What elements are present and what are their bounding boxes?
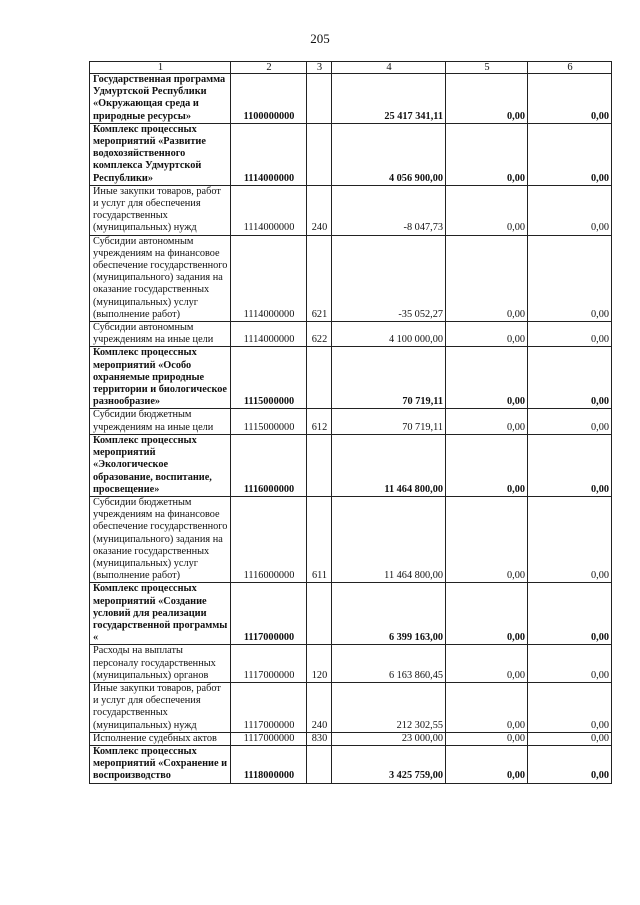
row-code: 1117000000 — [231, 583, 307, 645]
row-expense-type: 240 — [307, 682, 332, 732]
row-col5: 0,00 — [446, 74, 528, 124]
row-code: 1116000000 — [231, 434, 307, 496]
row-expense-type: 612 — [307, 409, 332, 434]
row-col6: 0,00 — [528, 583, 612, 645]
row-sum: 23 000,00 — [332, 732, 446, 745]
row-sum: 4 056 900,00 — [332, 123, 446, 185]
row-col6: 0,00 — [528, 235, 612, 321]
table-row — [90, 732, 612, 745]
row-expense-type — [307, 74, 332, 124]
row-expense-type — [307, 434, 332, 496]
row-name: Субсидии автономным учреждениям на иные цели — [90, 322, 231, 347]
row-expense-type: 120 — [307, 645, 332, 683]
row-name: Государственная программа Удмуртской Республики «Окружающая среда и природные ресурсы» — [90, 74, 231, 124]
column-header-row — [90, 62, 612, 74]
table-row — [90, 235, 612, 321]
row-expense-type: 621 — [307, 235, 332, 321]
table-row — [90, 745, 612, 783]
row-sum: 6 399 163,00 — [332, 583, 446, 645]
page-number: 205 — [310, 31, 330, 46]
row-name: Расходы на выплаты персоналу государственных (муниципальных) органов — [90, 645, 231, 683]
column-header: 1 — [90, 62, 231, 74]
table-row — [90, 409, 612, 434]
row-col5: 0,00 — [446, 745, 528, 783]
row-expense-type: 830 — [307, 732, 332, 745]
row-name: Субсидии бюджетным учреждениям на финансовое обеспечение государственного (муниципального) задания на оказание государственных (муниципальных) услуг (выполнение работ) — [90, 496, 231, 582]
row-col6: 0,00 — [528, 123, 612, 185]
row-expense-type — [307, 123, 332, 185]
column-header: 4 — [332, 62, 446, 74]
table-row — [90, 496, 612, 582]
row-code: 1114000000 — [231, 235, 307, 321]
row-sum: 70 719,11 — [332, 409, 446, 434]
row-name: Субсидии бюджетным учреждениям на иные цели — [90, 409, 231, 434]
row-sum: 70 719,11 — [332, 347, 446, 409]
row-name: Иные закупки товаров, работ и услуг для обеспечения государственных (муниципальных) нужд — [90, 682, 231, 732]
row-sum: -8 047,73 — [332, 185, 446, 235]
row-col5: 0,00 — [446, 434, 528, 496]
column-header: 6 — [528, 62, 612, 74]
row-expense-type — [307, 347, 332, 409]
row-col6: 0,00 — [528, 322, 612, 347]
row-code: 1114000000 — [231, 322, 307, 347]
row-code: 1117000000 — [231, 682, 307, 732]
row-name: Комплекс процессных мероприятий «Сохранение и воспроизводство — [90, 745, 231, 783]
row-col6: 0,00 — [528, 732, 612, 745]
row-col5: 0,00 — [446, 409, 528, 434]
table-row — [90, 123, 612, 185]
table-row — [90, 347, 612, 409]
row-col6: 0,00 — [528, 745, 612, 783]
row-col6: 0,00 — [528, 496, 612, 582]
row-expense-type: 611 — [307, 496, 332, 582]
row-col5: 0,00 — [446, 322, 528, 347]
row-name: Субсидии автономным учреждениям на финансовое обеспечение государственного (муниципального) задания на оказание государственных (муниципальных) услуг (выполнение работ) — [90, 235, 231, 321]
row-col5: 0,00 — [446, 185, 528, 235]
table-row — [90, 645, 612, 683]
row-name: Комплекс процессных мероприятий «Особо охраняемые природные территории и биологическое разнообразие» — [90, 347, 231, 409]
row-code: 1118000000 — [231, 745, 307, 783]
row-sum: 3 425 759,00 — [332, 745, 446, 783]
row-col6: 0,00 — [528, 74, 612, 124]
row-name: Комплекс процессных мероприятий «Создание условий для реализации государственной программы « — [90, 583, 231, 645]
row-code: 1117000000 — [231, 645, 307, 683]
row-code: 1115000000 — [231, 409, 307, 434]
table-row — [90, 682, 612, 732]
table-row — [90, 185, 612, 235]
row-col6: 0,00 — [528, 347, 612, 409]
row-col5: 0,00 — [446, 347, 528, 409]
row-expense-type: 240 — [307, 185, 332, 235]
row-col5: 0,00 — [446, 235, 528, 321]
row-sum: 11 464 800,00 — [332, 496, 446, 582]
table-row — [90, 434, 612, 496]
row-col6: 0,00 — [528, 409, 612, 434]
row-expense-type — [307, 583, 332, 645]
row-sum: 212 302,55 — [332, 682, 446, 732]
row-code: 1114000000 — [231, 123, 307, 185]
row-col5: 0,00 — [446, 645, 528, 683]
table-row — [90, 74, 612, 124]
row-code: 1117000000 — [231, 732, 307, 745]
row-sum: 11 464 800,00 — [332, 434, 446, 496]
row-sum: 4 100 000,00 — [332, 322, 446, 347]
table-row — [90, 322, 612, 347]
row-code: 1114000000 — [231, 185, 307, 235]
column-header: 2 — [231, 62, 307, 74]
row-col5: 0,00 — [446, 583, 528, 645]
row-col6: 0,00 — [528, 434, 612, 496]
row-name: Комплекс процессных мероприятий «Развитие водохозяйственного комплекса Удмуртской Республики» — [90, 123, 231, 185]
column-header: 3 — [307, 62, 332, 74]
table-row — [90, 583, 612, 645]
row-col5: 0,00 — [446, 682, 528, 732]
row-col6: 0,00 — [528, 682, 612, 732]
row-code: 1115000000 — [231, 347, 307, 409]
row-col6: 0,00 — [528, 185, 612, 235]
row-sum: 6 163 860,45 — [332, 645, 446, 683]
row-name: Исполнение судебных актов — [90, 732, 231, 745]
row-code: 1116000000 — [231, 496, 307, 582]
row-code: 1100000000 — [231, 74, 307, 124]
row-col6: 0,00 — [528, 645, 612, 683]
row-expense-type: 622 — [307, 322, 332, 347]
row-col5: 0,00 — [446, 732, 528, 745]
row-name: Иные закупки товаров, работ и услуг для обеспечения государственных (муниципальных) нужд — [90, 185, 231, 235]
row-col5: 0,00 — [446, 123, 528, 185]
row-col5: 0,00 — [446, 496, 528, 582]
row-expense-type — [307, 745, 332, 783]
budget-table — [89, 61, 612, 784]
column-header: 5 — [446, 62, 528, 74]
row-name: Комплекс процессных мероприятий «Экологическое образование, воспитание, просвещение» — [90, 434, 231, 496]
row-sum: 25 417 341,11 — [332, 74, 446, 124]
row-sum: -35 052,27 — [332, 235, 446, 321]
